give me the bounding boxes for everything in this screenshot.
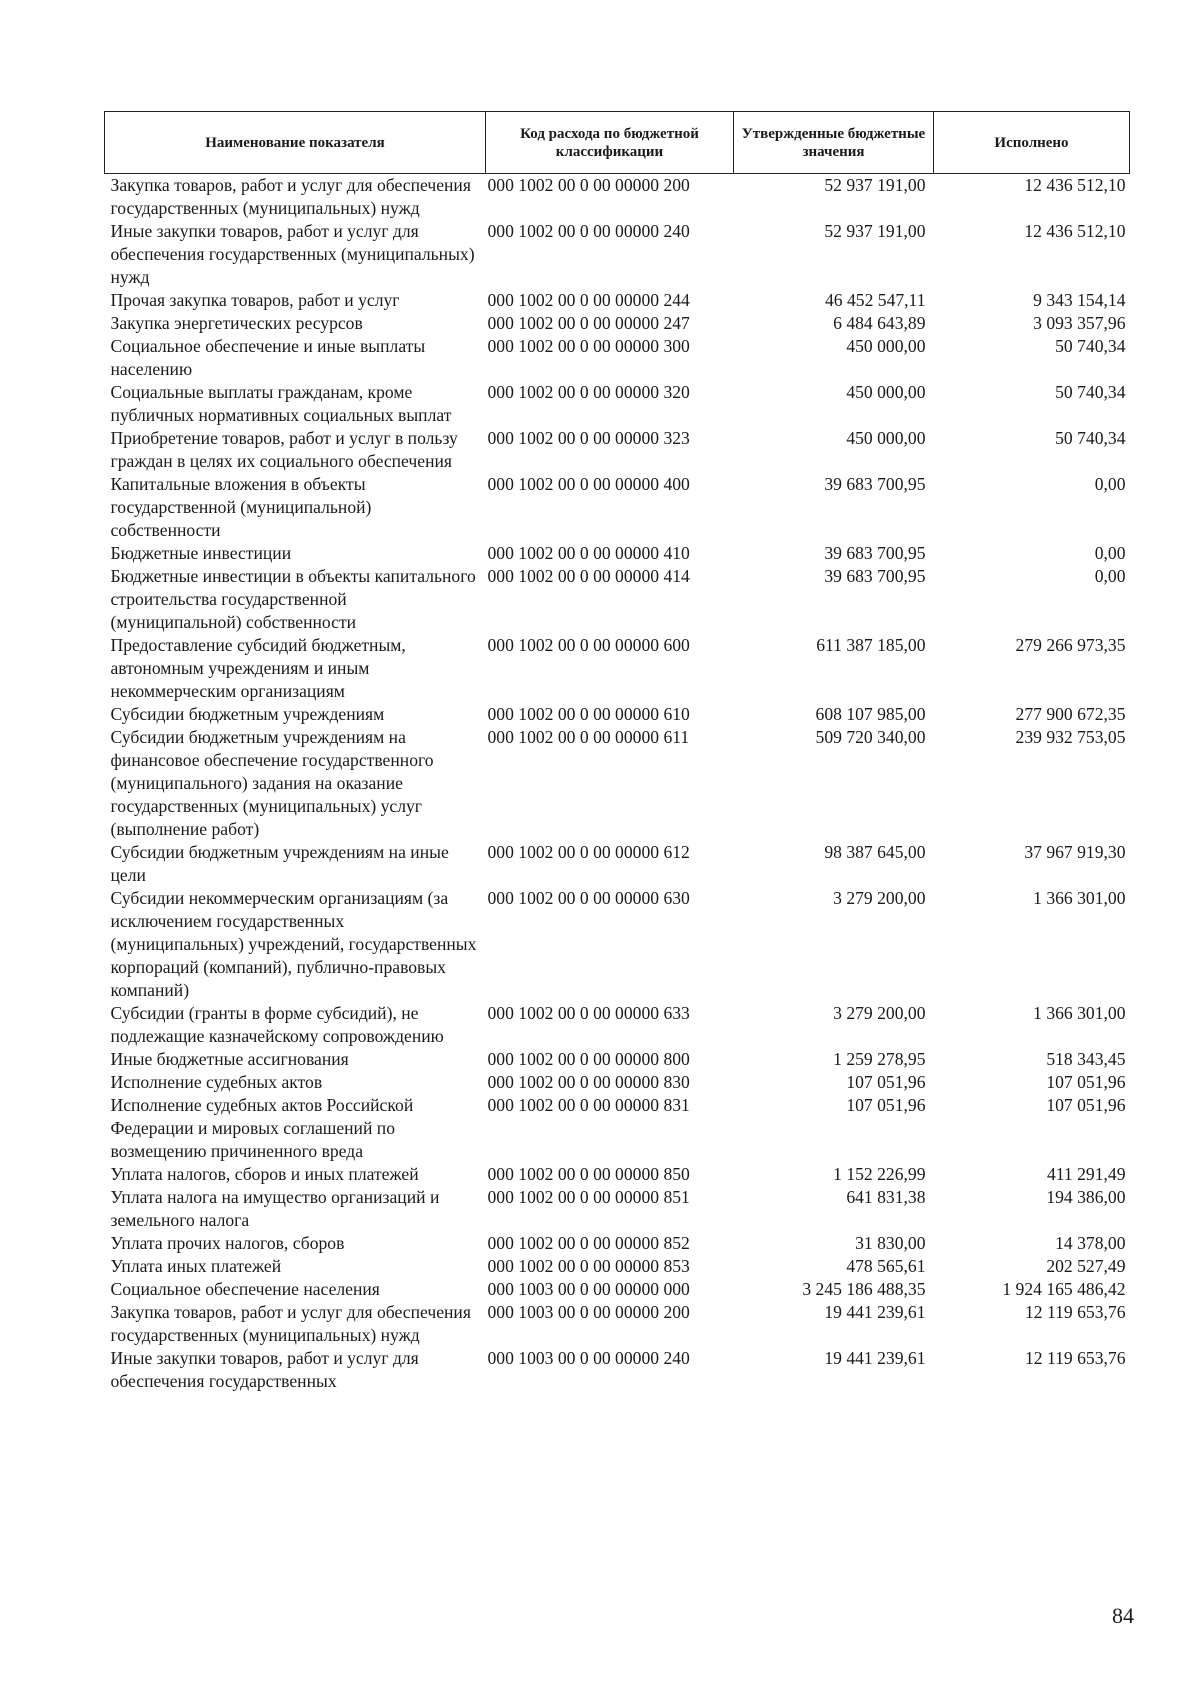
row-executed-value: 12 436 512,10 [1024,221,1126,241]
row-code: 000 1002 00 0 00 00000 414 [487,566,690,586]
table-row [105,381,1130,427]
table-row [105,703,1130,726]
table-row [105,1071,1130,1094]
row-approved-value: 31 830,00 [855,1233,926,1253]
table-row [105,565,1130,634]
row-approved-value: 641 831,38 [846,1187,926,1207]
row-approved-value: 52 937 191,00 [824,221,926,241]
row-executed-value: 50 740,34 [1055,336,1126,356]
row-executed-value: 518 343,45 [1046,1049,1126,1069]
row-name: Уплата налогов, сборов и иных платежей [110,1164,419,1184]
row-executed-value: 0,00 [1094,474,1126,494]
row-name: Исполнение судебных актов Российской Федерации и мировых соглашений по возмещению причиненного вреда [110,1095,414,1161]
row-approved-value: 98 387 645,00 [824,842,926,862]
row-name: Капитальные вложения в объекты государственной (муниципальной) собственности [110,474,372,540]
row-code: 000 1002 00 0 00 00000 850 [487,1164,690,1184]
row-code: 000 1003 00 0 00 00000 200 [487,1302,690,1322]
table-body [105,174,1130,1394]
row-executed-value: 14 378,00 [1055,1233,1126,1253]
row-name: Предоставление субсидий бюджетным, автономным учреждениям и иным некоммерческим организациям [110,635,406,701]
row-executed-value: 277 900 672,35 [1015,704,1126,724]
row-code: 000 1002 00 0 00 00000 853 [487,1256,690,1276]
row-name: Социальное обеспечение и иные выплаты населению [110,336,426,379]
row-name: Закупка энергетических ресурсов [110,313,363,333]
row-executed-value: 12 436 512,10 [1024,175,1126,195]
row-code: 000 1002 00 0 00 00000 244 [487,290,690,310]
row-name: Уплата прочих налогов, сборов [110,1233,345,1253]
row-executed-value: 0,00 [1094,566,1126,586]
row-code: 000 1002 00 0 00 00000 247 [487,313,690,333]
table-row [105,1232,1130,1255]
table-row [105,1002,1130,1048]
row-approved-value: 3 279 200,00 [833,888,926,908]
row-approved-value: 3 245 186 488,35 [802,1279,926,1299]
row-code: 000 1002 00 0 00 00000 633 [487,1003,690,1023]
table-row [105,220,1130,289]
row-code: 000 1002 00 0 00 00000 240 [487,221,690,241]
table-row [105,174,1130,221]
row-approved-value: 19 441 239,61 [824,1302,926,1322]
row-executed-value: 239 932 753,05 [1015,727,1126,747]
row-approved-value: 450 000,00 [846,382,926,402]
row-executed-value: 1 924 165 486,42 [1002,1279,1126,1299]
row-approved-value: 39 683 700,95 [824,566,926,586]
row-executed-value: 12 119 653,76 [1024,1302,1126,1322]
table-row [105,887,1130,1002]
row-name: Закупка товаров, работ и услуг для обеспечения государственных (муниципальных) нужд [110,175,471,218]
page-number: 84 [1112,1603,1134,1628]
row-code: 000 1002 00 0 00 00000 410 [487,543,690,563]
row-approved-value: 608 107 985,00 [815,704,926,724]
row-name: Бюджетные инвестиции в объекты капитального строительства государственной (муниципальной) собственности [110,566,476,632]
row-approved-value: 39 683 700,95 [824,543,926,563]
table-row [105,289,1130,312]
row-name: Социальные выплаты гражданам, кроме публичных нормативных социальных выплат [110,382,452,425]
row-executed-value: 9 343 154,14 [1033,290,1126,310]
row-approved-value: 19 441 239,61 [824,1348,926,1368]
row-approved-value: 107 051,96 [846,1072,926,1092]
table-row [105,1186,1130,1232]
header-executed: Исполнено [934,112,1130,174]
row-approved-value: 450 000,00 [846,336,926,356]
row-executed-value: 107 051,96 [1046,1095,1126,1115]
row-name: Иные бюджетные ассигнования [110,1049,349,1069]
table-row [105,473,1130,542]
row-code: 000 1002 00 0 00 00000 611 [487,727,690,747]
row-approved-value: 52 937 191,00 [824,175,926,195]
row-executed-value: 194 386,00 [1046,1187,1126,1207]
row-executed-value: 1 366 301,00 [1033,1003,1126,1023]
row-code: 000 1002 00 0 00 00000 610 [487,704,690,724]
row-approved-value: 107 051,96 [846,1095,926,1115]
table-row [105,1278,1130,1301]
row-name: Бюджетные инвестиции [110,543,292,563]
header-name: Наименование показателя [105,112,486,174]
row-executed-value: 37 967 919,30 [1024,842,1126,862]
row-executed-value: 50 740,34 [1055,428,1126,448]
row-name: Прочая закупка товаров, работ и услуг [110,290,400,310]
header-code: Код расхода по бюджетной классификации [486,112,734,174]
row-name: Приобретение товаров, работ и услуг в пользу граждан в целях их социального обеспечения [110,428,458,471]
table-row [105,1255,1130,1278]
row-executed-value: 202 527,49 [1046,1256,1126,1276]
row-name: Субсидии бюджетным учреждениям на финансовое обеспечение государственного (муниципального) задания на оказание государственных (муниципальных) услуг (выполнение работ) [110,727,434,839]
table-row [105,1094,1130,1163]
row-approved-value: 1 152 226,99 [833,1164,926,1184]
table-row [105,542,1130,565]
row-name: Закупка товаров, работ и услуг для обеспечения государственных (муниципальных) нужд [110,1302,471,1345]
row-code: 000 1002 00 0 00 00000 831 [487,1095,690,1115]
row-executed-value: 107 051,96 [1046,1072,1126,1092]
row-approved-value: 39 683 700,95 [824,474,926,494]
row-name: Субсидии некоммерческим организациям (за исключением государственных (муниципальных) учреждений, государственных корпораций (компаний), публично-правовых компаний) [110,888,477,1000]
table-row [105,335,1130,381]
row-executed-value: 279 266 973,35 [1015,635,1126,655]
table-row [105,841,1130,887]
row-code: 000 1002 00 0 00 00000 612 [487,842,690,862]
header-approved: Утвержденные бюджетные значения [734,112,934,174]
row-code: 000 1002 00 0 00 00000 630 [487,888,690,908]
row-approved-value: 6 484 643,89 [833,313,926,333]
row-name: Социальное обеспечение населения [110,1279,380,1299]
row-executed-value: 0,00 [1094,543,1126,563]
row-approved-value: 509 720 340,00 [815,727,926,747]
row-code: 000 1002 00 0 00 00000 600 [487,635,690,655]
row-name: Субсидии бюджетным учреждениям на иные цели [110,842,449,885]
row-approved-value: 3 279 200,00 [833,1003,926,1023]
table-row [105,1347,1130,1393]
row-executed-value: 50 740,34 [1055,382,1126,402]
row-approved-value: 46 452 547,11 [824,290,926,310]
table-row [105,312,1130,335]
row-executed-value: 1 366 301,00 [1033,888,1126,908]
row-name: Субсидии бюджетным учреждениям [110,704,385,724]
row-code: 000 1002 00 0 00 00000 830 [487,1072,690,1092]
row-executed-value: 411 291,49 [1046,1164,1126,1184]
row-approved-value: 450 000,00 [846,428,926,448]
row-code: 000 1002 00 0 00 00000 300 [487,336,690,356]
row-name: Субсидии (гранты в форме субсидий), не подлежащие казначейскому сопровождению [110,1003,444,1046]
row-code: 000 1002 00 0 00 00000 800 [487,1049,690,1069]
row-code: 000 1002 00 0 00 00000 852 [487,1233,690,1253]
row-name: Иные закупки товаров, работ и услуг для обеспечения государственных (муниципальных) нужд [110,221,475,287]
row-code: 000 1002 00 0 00 00000 400 [487,474,690,494]
row-executed-value: 3 093 357,96 [1033,313,1126,333]
row-code: 000 1002 00 0 00 00000 320 [487,382,690,402]
row-code: 000 1002 00 0 00 00000 851 [487,1187,690,1207]
row-name: Уплата налога на имущество организаций и земельного налога [110,1187,440,1230]
row-code: 000 1002 00 0 00 00000 323 [487,428,690,448]
row-code: 000 1003 00 0 00 00000 240 [487,1348,690,1368]
row-approved-value: 478 565,61 [846,1256,926,1276]
table-row [105,1163,1130,1186]
row-approved-value: 611 387 185,00 [816,635,926,655]
row-code: 000 1002 00 0 00 00000 200 [487,175,690,195]
table-row [105,1301,1130,1347]
table-header [105,112,1130,174]
budget-execution-table [104,111,1130,1393]
row-code: 000 1003 00 0 00 00000 000 [487,1279,690,1299]
row-executed-value: 12 119 653,76 [1024,1348,1126,1368]
table-row [105,427,1130,473]
row-approved-value: 1 259 278,95 [833,1049,926,1069]
row-name: Иные закупки товаров, работ и услуг для обеспечения государственных [110,1348,419,1391]
row-name: Уплата иных платежей [110,1256,282,1276]
table-row [105,634,1130,703]
table-row [105,1048,1130,1071]
row-name: Исполнение судебных актов [110,1072,323,1092]
table-row [105,726,1130,841]
